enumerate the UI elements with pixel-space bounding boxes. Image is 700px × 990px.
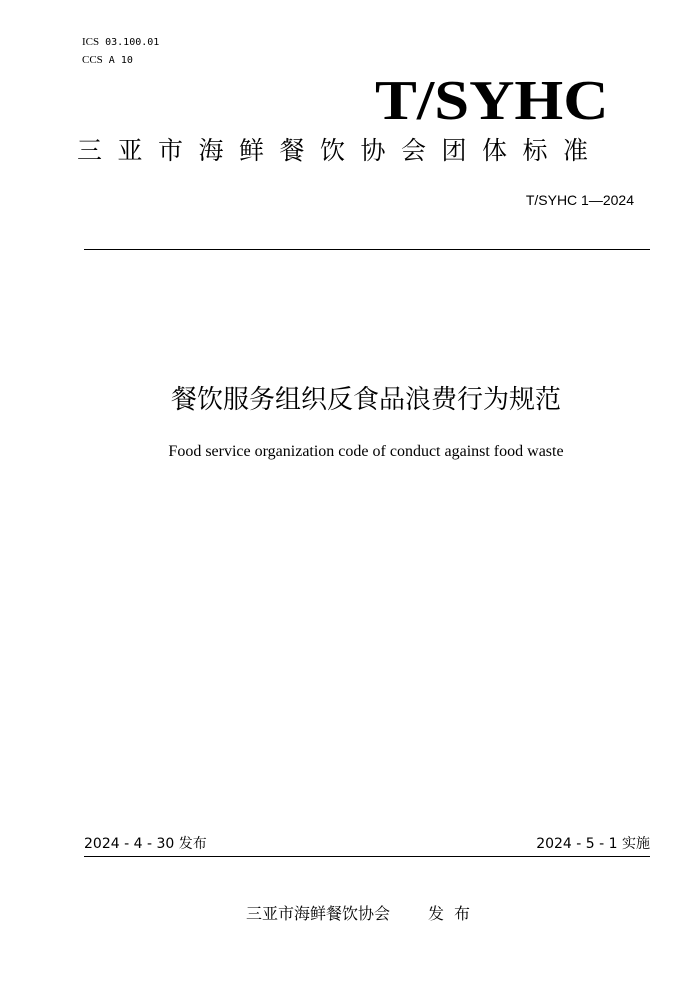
document-title-chinese: 餐饮服务组织反食品浪费行为规范	[170, 385, 561, 415]
ics-code: 03.100.01	[105, 37, 160, 48]
top-divider	[84, 249, 650, 250]
bottom-divider	[84, 856, 650, 857]
ics-line	[82, 35, 159, 50]
organization-standard-heading: 三亚市海鲜餐饮协会团体标准	[77, 136, 604, 165]
issue-date: 2024 - 4 - 30 发布	[84, 836, 207, 852]
ccs-line	[82, 53, 133, 68]
ics-label: ICS	[82, 36, 100, 48]
ccs-label: CCS	[82, 54, 103, 66]
publisher-name: 三亚市海鲜餐饮协会	[246, 904, 391, 923]
standard-number: T/SYHC 1—2024	[525, 192, 634, 208]
implementation-date: 2024 - 5 - 1 实施	[536, 836, 650, 852]
publish-label: 发布	[428, 904, 481, 923]
standard-logo: T/SYHC	[374, 70, 608, 132]
ccs-code: A 10	[108, 55, 133, 66]
document-title-english: Food service organization code of conduct against food waste	[168, 443, 564, 460]
